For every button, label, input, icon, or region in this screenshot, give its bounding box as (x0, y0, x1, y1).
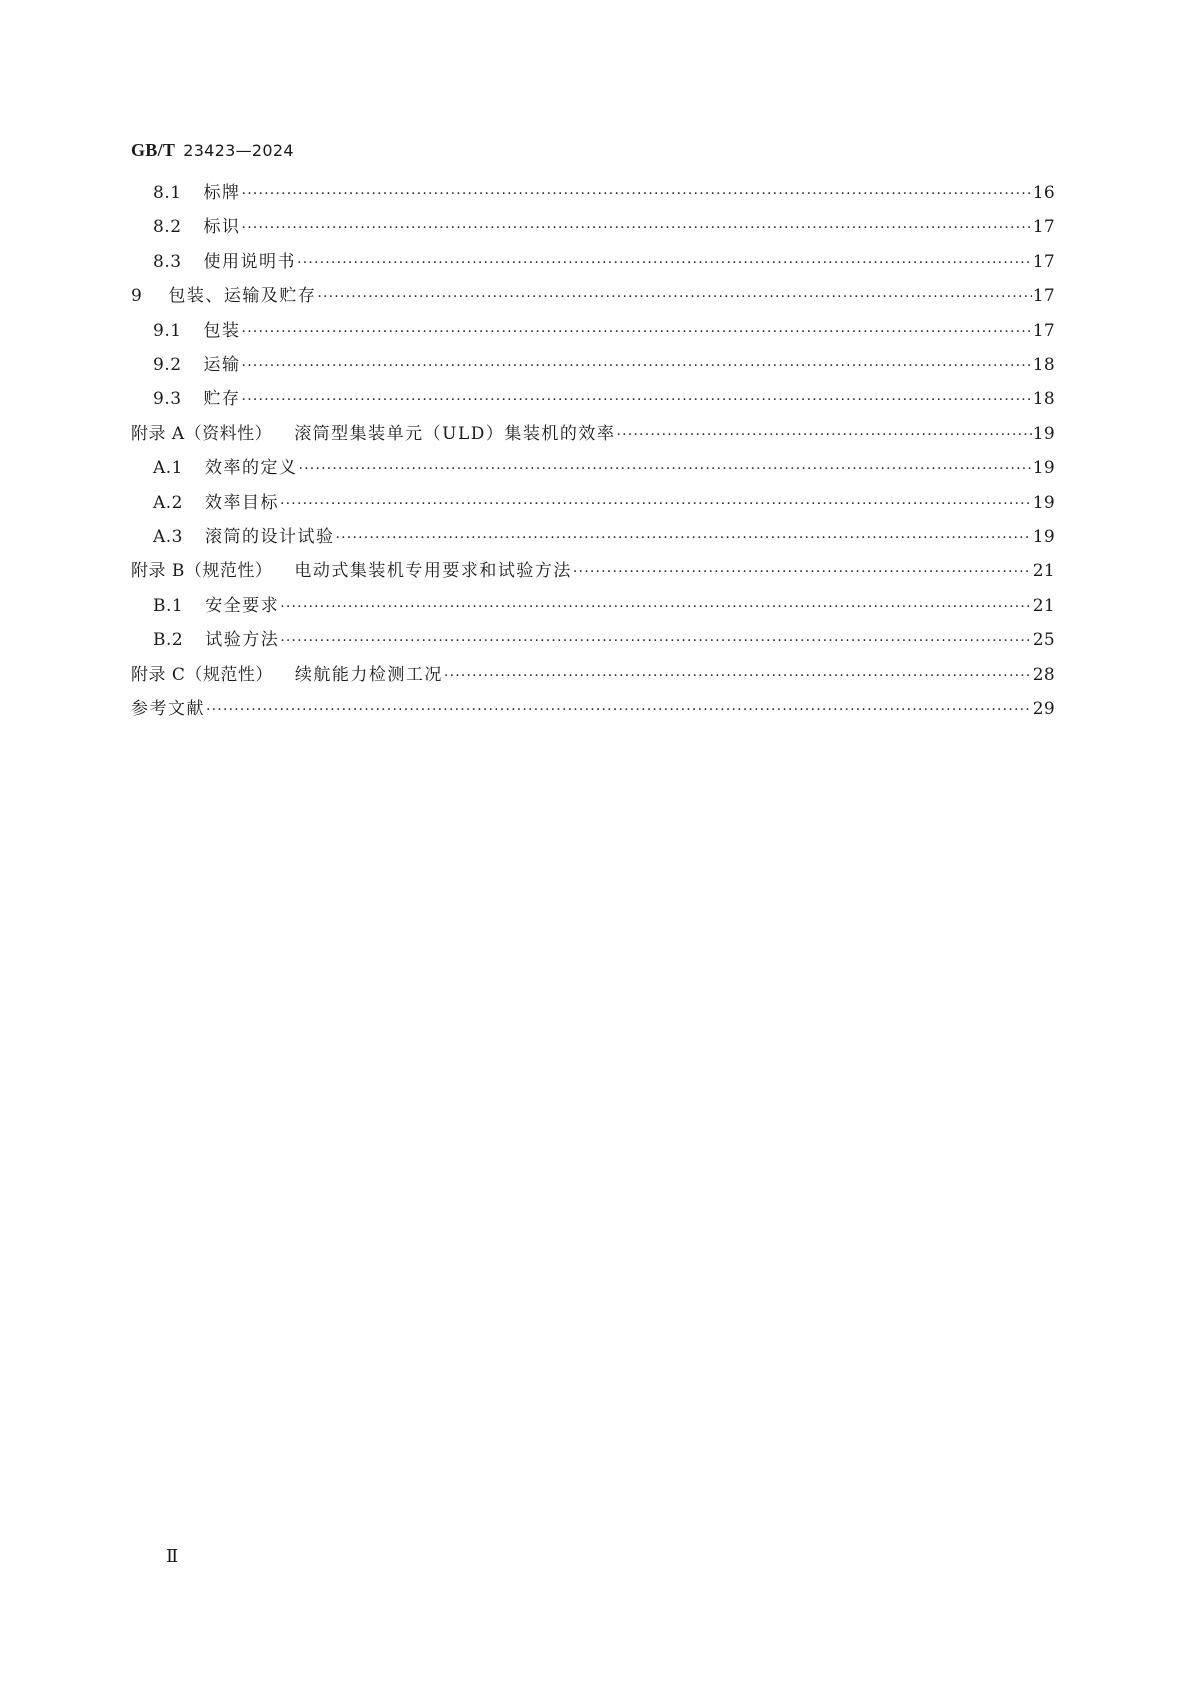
toc-entry-page: 19 (1032, 458, 1055, 479)
toc-entry-number: A.2 (153, 492, 183, 513)
toc-entry-page: 19 (1032, 527, 1055, 547)
toc-entry-number: 8.1 (153, 183, 182, 203)
toc-entry[interactable] (131, 384, 1055, 414)
toc-entry[interactable] (131, 660, 1055, 690)
toc-dot-leader (280, 489, 1032, 519)
toc-dot-leader (297, 248, 1032, 278)
toc-entry-page: 25 (1032, 630, 1055, 651)
toc-entry-page: 19 (1032, 492, 1055, 513)
toc-dot-leader (299, 454, 1032, 484)
toc-entry-title: 包装 (203, 320, 241, 341)
toc-entry-number: B.1 (153, 595, 184, 616)
toc-entry[interactable] (131, 212, 1055, 242)
toc-entry-page: 16 (1032, 183, 1055, 203)
toc-dot-leader (206, 695, 1032, 725)
toc-entry[interactable] (131, 591, 1055, 621)
toc-entry-page: 17 (1032, 217, 1055, 238)
toc-entry[interactable] (131, 419, 1055, 449)
toc-entry-title: 效率的定义 (205, 458, 298, 479)
toc-entry-title: 运输 (203, 355, 241, 375)
toc-entry[interactable] (131, 350, 1055, 380)
toc-dot-leader (242, 385, 1032, 415)
toc-entry[interactable] (131, 694, 1055, 724)
toc-entry[interactable] (131, 522, 1055, 552)
toc-entry-number: 附录 B（规范性） (131, 561, 273, 582)
toc-entry-title: 电动式集装机专用要求和试验方法 (294, 561, 572, 582)
toc-dot-leader (616, 420, 1031, 450)
toc-entry-page: 18 (1032, 355, 1055, 375)
toc-dot-leader (242, 179, 1032, 209)
toc-entry-number: 附录 A（资料性） (131, 423, 273, 444)
toc-entry-page: 19 (1032, 423, 1055, 444)
toc-entry-page: 29 (1032, 699, 1055, 719)
toc-entry[interactable] (131, 247, 1055, 277)
toc-entry[interactable] (131, 316, 1055, 346)
toc-dot-leader (242, 317, 1032, 347)
toc-entry-title: 标牌 (203, 183, 241, 203)
toc-dot-leader (242, 351, 1032, 381)
toc-entry-title: 安全要求 (205, 595, 280, 616)
toc-entry-page: 17 (1032, 320, 1055, 341)
standard-number: 23423—2024 (183, 141, 294, 160)
toc-entry-number: 9 (131, 286, 143, 307)
toc-entry-number: 附录 C（规范性） (131, 664, 273, 685)
toc-entry-number: A.1 (153, 458, 183, 479)
toc-entry-number: 8.3 (153, 251, 182, 272)
toc-entry[interactable] (131, 488, 1055, 518)
toc-entry-page: 17 (1032, 286, 1055, 307)
toc-dot-leader (242, 213, 1032, 243)
toc-entry-number: B.2 (153, 630, 184, 651)
toc-entry[interactable] (131, 178, 1055, 208)
toc-entry-title: 贮存 (203, 389, 241, 410)
toc-entry-number: 9.1 (153, 320, 182, 341)
toc-entry-page: 18 (1032, 389, 1055, 410)
toc-entry-page: 28 (1032, 664, 1055, 685)
toc-entry-number: 8.2 (153, 217, 182, 238)
toc-entry-number: A.3 (153, 527, 183, 547)
toc-entry-title: 包装、运输及贮存 (168, 286, 317, 307)
toc-entry[interactable] (131, 556, 1055, 586)
toc-dot-leader (336, 523, 1032, 553)
toc-entry[interactable] (131, 281, 1055, 311)
toc-entry-number: 9.3 (153, 389, 182, 410)
toc-dot-leader (280, 592, 1032, 622)
toc-entry-title: 滚筒型集装单元（ULD）集装机的效率 (294, 423, 616, 444)
toc-dot-leader (280, 626, 1032, 656)
page-number: Ⅱ (166, 1546, 179, 1566)
toc-entry-title: 滚筒的设计试验 (205, 527, 335, 547)
toc-entry-page: 21 (1032, 561, 1055, 582)
toc-entry-title: 使用说明书 (203, 251, 297, 272)
toc-entry-page: 21 (1032, 595, 1055, 616)
toc-entry-title: 续航能力检测工况 (294, 664, 443, 685)
toc-dot-leader (317, 282, 1031, 312)
toc-entry-title: 标识 (203, 217, 241, 238)
toc-entry-title: 参考文献 (131, 699, 205, 719)
toc-entry-number: 9.2 (153, 355, 182, 375)
standard-prefix: GB/T (131, 140, 176, 160)
toc-entry-title: 试验方法 (205, 630, 280, 651)
toc-dot-leader (444, 661, 1032, 691)
toc-entry-page: 17 (1032, 251, 1055, 272)
toc-dot-leader (573, 557, 1032, 587)
toc-entry-title: 效率目标 (205, 492, 279, 513)
document-header (131, 140, 294, 161)
toc-entry[interactable] (131, 625, 1055, 655)
toc-entry[interactable] (131, 453, 1055, 483)
